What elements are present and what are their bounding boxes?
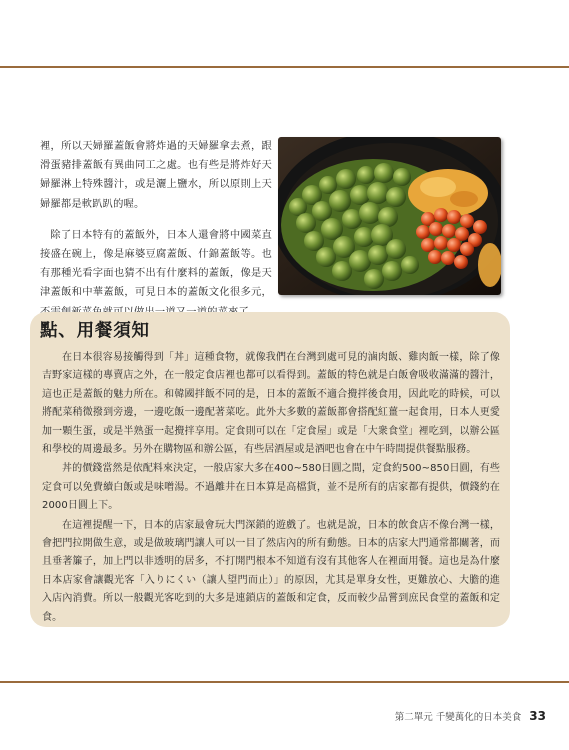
section-body xyxy=(42,349,500,628)
section-paragraph: 丼的價錢當然是依配料來決定，一般店家大多在400~580日圓之間，定食約500~850日圓，有些定食可以免費續白飯或是味噌湯。不過離井在日本算是高檔貨，並不是所有的店家都有提供，價錢約在2000日圓上下。 xyxy=(42,463,500,512)
header-rule xyxy=(0,66,569,68)
donburi-photo xyxy=(278,137,501,295)
section-paragraph: 在日本很容易接觸得到「丼」這種食物，就像我們在台灣到處可見的滷肉飯、雞肉飯一樣，除了像吉野家這樣的專賣店之外，在一般定食店裡也都可以看得到。蓋飯的特色就是白飯會吸收滿滿的醬汁，這也正是蓋飯的魅力所在。和韓國拌飯不同的是，日本的蓋飯不適合攪拌後食用，因此吃的時候，可以將配菜稍微撥到旁邊，一邊吃飯一邊配著菜吃。此外大多數的蓋飯都會搭配紅薑一起食用，日本人更愛加一顆生蛋，或是半熟蛋一起攪拌享用。定食則可以在「定食屋」或是「大衆食堂」裡吃到，以辦公區和學校的周邊最多。另外在購物區和辦公區，有些居酒屋或是酒吧也會在中午時間提供餐點服務。 xyxy=(42,352,500,456)
section-paragraph: 在這裡提醒一下，日本的店家最會玩大門深鎖的遊戲了。也就是說，日本的飲食店不像台灣一樣，會把門拉開做生意，或是做玻璃門讓人可以一目了然店內的所有動態。日本的店家大門通常都關著，而且垂著簾子，加上門以非透明的居多，不打開門根本不知道有沒有其他客人在裡面用餐。這也是為什麼日本店家會讓觀光客「入りにくい（讓人望門而止）」的原因，尤其是單身女性，更難放心、大膽的進入店內消費。所以一般觀光客吃到的大多是連鎖店的蓋飯和定食，反而較少品嘗到庶民食堂的蓋飯和定食。 xyxy=(42,519,500,623)
intro-text xyxy=(40,137,272,332)
intro-paragraph: 除了日本特有的蓋飯外，日本人還會將中國菜直接盛在碗上，像是麻婆豆腐蓋飯、什錦蓋飯等。也有那種光看字面也猜不出有什麼料的蓋飯，像是天津蓋飯和中華蓋飯，可見日本的蓋飯文化很多元， xyxy=(40,228,272,299)
dining-tips-box xyxy=(30,312,510,627)
uni-topping xyxy=(408,169,488,217)
section-title: 點、用餐須知 xyxy=(40,321,150,341)
donburi-photo-image xyxy=(278,137,501,295)
footer-rule xyxy=(0,681,569,683)
intro-paragraph: 裡，所以天婦羅蓋飯會將炸過的天婦羅拿去煮，跟滑蛋豬排蓋飯有異曲同工之處。也有些是將炸好天婦羅淋上特殊醬汁，或是灑上鹽水，所以原則上天婦羅都是軟趴趴的喔。 xyxy=(40,140,272,210)
chapter-label: 第二單元 千變萬化的日本美食 xyxy=(394,712,522,723)
page-number: 33 xyxy=(529,709,546,723)
page-footer xyxy=(395,709,546,723)
